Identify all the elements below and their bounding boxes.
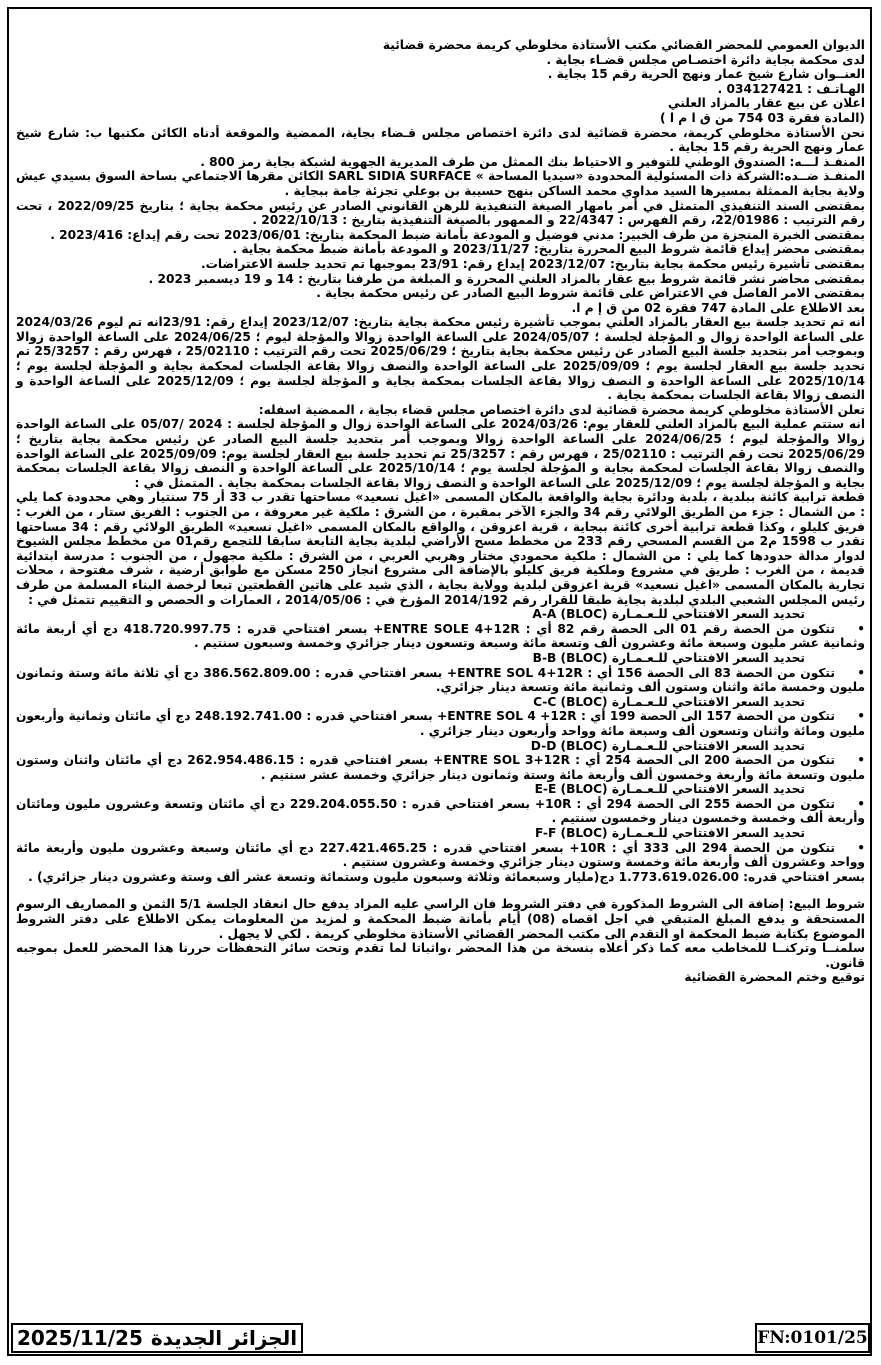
signature-line: توقيع وختم المحضرة القضائية xyxy=(684,970,865,985)
spacer xyxy=(16,884,865,897)
reference-code: FN:0101/25 xyxy=(757,1328,868,1348)
bloc-heading: تحديد السعر الافتتاحي للـعـمـارة E-E (BLOC) xyxy=(534,782,805,797)
bloc-details xyxy=(16,622,865,651)
bloc-c xyxy=(16,695,865,739)
bloc-text: تتكون من الحصة 157 الى الحصة 199 أي : ENTRE SOL 4 +12R+ بسعر افتتاحي قدره : 248.192.741.00 دج أي مائتان وثمانية وأربعون مليون ومائة واثنان وتسعون ألف وسبعة مائة وواحد وأربعون دينار جزائري . xyxy=(16,709,865,738)
paragraph: نحن الأستاذة مخلوطي كريمة، محضرة قضائية لدى دائرة اختصاص مجلس قـضاء بجاية، الممضية والموقعة أدناه الكائن مكتبها ب: شارع شيخ عمار ونهج الحرية رقم 15 بجاية . xyxy=(16,125,865,155)
bullet-icon: • xyxy=(857,840,865,855)
bloc-b xyxy=(16,651,865,695)
header-line-2: لدى محكمة بجاية دائرة اختصـاص مجلس قضـاء بجاية . xyxy=(546,52,865,67)
bullet-icon: • xyxy=(857,753,865,768)
header-line-1: الديوان العمومي للمحضر القضائي مكتب الأستاذة مخلوطي كريمة محضرة قضائية xyxy=(382,38,865,52)
paragraph: المنفـذ ضــده:الشركة ذات المسئولية المحدودة «سيديا المساحة » SARL SIDIA SURFACE الكائن مقرها الاجتماعي بساحة السوق بسيدي عيش ولاية بجاية الممثلة بمسيرها السيد مداوي محمد الساكن بنهج حسيبة بن بوعلي تجزئة جامة ببجاية . xyxy=(16,169,865,198)
bloc-details xyxy=(16,797,865,826)
bloc-text: تتكون من الحصة 255 الى الحصة 294 أي : 10R+ بسعر افتتاحي قدره : 229.204.055.50 دج أي مائتان وتسعة وعشرون مليون ومائتان وأربعة ألف وخمسة وخمسون دينار وخمسون سنتيم . xyxy=(16,796,865,826)
header-line-4: الهـاتـف : 034127421 . xyxy=(717,81,865,96)
bloc-d xyxy=(16,739,865,783)
bullet-icon: • xyxy=(857,709,865,724)
paragraph: بمقتضى السند التنفيذي المتمثل في أمر بامهار الصيغة التنفيذية للرهن القانوني الصادر عن رئيس محكمة بجاية ؛ بتاريخ 2022/09/25 ، تحت رقم الترتيب : 22/01986، رقم الفهرس : 22/4347 و الممهور بالصيغة التنفيذية بتاريخ : 2022/10/13 . xyxy=(16,198,865,228)
paragraph: انه ستتم عملية البيع بالمزاد العلني للعقار يوم: 2024/03/26 على الساعة الواحدة زوال و المؤجلة لجلسة : 2024 /05/07 على الساعة الواحدة زوالا والمؤجلة ليوم ؛ 2024/06/25 على الساعة الواحدة زوالا وبموجب أمر بتحديد جلسة البيع الصادر عن رئيس محكمة بجاية بتاريخ ؛ 2025/06/29 تحت رقم الترتيب : 25/02110 ، فهرس رقم : 25/3257 تم تحديد جلسة بيع العقار لجلسة يوم: 2025/09/09 على الساعة الواحدة والنصف زوالا بقاعة الجلسات لمحكمة بجاية و المؤجلة لجلسة يوم ؛ 2025/10/14 على الساعة الواحدة و النصف زوالا بقاعة الجلسات بمحكمة بجاية و المؤجلة لجلسة يوم ؛ 2025/12/09 على الساعة الواحدة و النصف زوالا بقاعة الجلسات بمحكمة بجاية . المتمثل في : xyxy=(16,417,866,490)
publication-date: 2025/11/25 xyxy=(16,1326,143,1350)
bloc-f xyxy=(16,826,865,870)
paragraph: المنفـذ لـــه: الصندوق الوطني للتوفير و الاحتياط بنك الممثل من طرف المديرية الجهوية لشبكة بجاية رمز 800 . xyxy=(200,154,865,169)
newspaper-name: الجزائر الجديدة xyxy=(150,1326,298,1350)
bullet-icon: • xyxy=(857,621,865,636)
bloc-heading: تحديد السعر الافتتاحي للـعـمـارة C-C (BLOC) xyxy=(533,694,805,709)
bloc-details xyxy=(16,841,865,870)
bullet-icon: • xyxy=(857,796,865,811)
notice-article: (المادة فقرة 03 754 من ق ا م ا ) xyxy=(660,110,865,125)
bloc-text: تتكون من الحصة 294 الى 333 أي : 10R+ بسعر افتتاحي قدره : 227.421.465.25 دج أي مائتان وسبعة وعشرون مليون وأربعة مائة وواحد وعشرون ألف وأربعة مائة وخمسة وستون دينار جزائري وخمسة وعشرون سنتيم . xyxy=(16,840,865,870)
bloc-heading: تحديد السعر الافتتاحي للـعـمـارة D-D (BLOC) xyxy=(530,738,805,753)
bloc-details xyxy=(16,709,865,738)
sale-conditions: شروط البيع: إضافة الى الشروط المذكورة في دفتر الشروط فان الراسي عليه المزاد يدفع حال انعقاد الجلسة 5/1 الثمن و المصاريف الرسوم المستحقة و يدفع المبلغ المتبقي في اجل اقصاه (08) أيام بأمانة ضبط المحكمة و لمزيد من المعلومات يمكن الاطلاع على دفتر الشروط الموضوع بكتابة ضبط المحكمة او التقدم الى مكتب المحضر القضائي الأستاذة مخلوطي كريمة . لكي لا يجهل . xyxy=(16,897,865,941)
bloc-text: تتكون من الحصة رقم 01 الى الحصة رقم 82 أي : ENTRE SOLE 4+12R+ بسعر افتتاحي قدره : 418.720.997.75 دج أي أربعة مائة وثمانية عشر مليون وسبعة مائة وعشرون ألف وتسعة مائة وسبعة وتسعون دينار جزائري وخمسة وسبعون سنتيم . xyxy=(16,621,865,651)
paragraph: بعد الاطلاع على المادة 747 فقرة 02 من ق إ م ا. xyxy=(571,300,865,315)
newspaper-box xyxy=(11,1323,303,1353)
bloc-heading: تحديد السعر الافتتاحي للـعـمـارة F-F (BLOC) xyxy=(534,826,805,841)
bloc-text: تتكون من الحصة 200 الى الحصة 254 أي : ENTRE SOL 3+12R+ بسعر افتتاحي قدره : 262.954.486.15 دج أي مائتان واثنان وستون مليون وتسعة مائة وأربعة وخمسون ألف وأربعة مائة وستة وثمانون دينار جزائري وخمسة عشر سنتيم . xyxy=(16,753,865,782)
paragraph: بمقتضى محاضر نشر قائمة شروط بيع عقار بالمزاد العلني المحررة و المبلغة من طرفنا بتاريخ : 14 و 19 ديسمبر 2023 . xyxy=(148,271,865,286)
bloc-heading: تحديد السعر الافتتاحي للـعـمـارة B-B (BLOC) xyxy=(532,650,805,665)
notice-title: اعلان عن بيع عقار بالمزاد العلني xyxy=(667,96,865,111)
paragraph: قطعة ترابية كائنة ببلدية ، بلدية ودائرة بجاية والواقعة بالمكان المسمى «اغيل نسعيد» مساحتها تقدر ب 33 أر 75 سنتيار وهي محدودة كما يلي : من الشمال : جزء من الطريق الولائي رقم 34 والجزء الآخر بمقبرة ، من الشرق : ملكية غير معروفة ، من الجنوب : الفريق ستار ، من الغرب : فريق كليلو ، وكذا قطعة ترابية أخرى كائنة ببجاية ، قرية اعزوقن ، والواقع بالمكان المسمى «اغيل نسعيد» الطريق الولائي رقم : 34 مساحتها تقدر ب 1598 م2 من القسم المسحي رقم 233 من مخطط مسح الأراضي لبلدية بجاية التابعة سابقا للتجمع رقم01 من مخطط مجلس الشيوخ لدوار مدالة حدودها كما يلي : من الشمال : ملكية محمودي مختار وهربي العربي ، من الشرق : ملكية مجهول ، من الجنوب : مدرسة ابتدائية قديمة ، من الغرب : طريق في مشروع وملكية فريق كليلو بالإضافة الى مشروع انجاز 250 مسكن مع طوابق أرضية ، شرف مفتوحة ، محلات تجارية بالمكان المسمى «اغيل نسعيد» قرية اعزوقن لبلدية وولاية بجاية ، الذي شيد على هاتين القطعتين تبعا لرخصة البناء المسلمة من طرف رئيس المجلس الشعبي البلدي لبلدية بجاية طبقا للقرار رقم 2014/192 المؤرخ في : 2014/05/06 ، العمارات و الحصص و التقييم تتمثل في : xyxy=(16,490,866,607)
bloc-details xyxy=(16,666,865,695)
bullet-icon: • xyxy=(857,665,865,680)
paragraph: تعلن الأستاذة مخلوطي كريمة محضرة قضائية لدى دائرة اختصاص مجلس قضاء بجاية ، الممضية اسفله: xyxy=(258,402,865,417)
bloc-heading: تحديد السعر الافتتاحي للـعـمـارة A-A (BLOC) xyxy=(532,607,805,622)
paragraph: بمقتضى تأشيرة رئيس محكمة بجاية بتاريخ: 2023/12/07 إيداع رقم: 23/91 بموجبها تم تحديد جلسة الاعتراضات. xyxy=(200,256,865,271)
paragraph: بمقتضى الخبرة المنجزة من طرف الخبير: مدني فوضيل و المودعة بأمانة ضبط المحكمة بتاريخ: 2023/06/01 تحت رقم إيداع: 2023/416 . xyxy=(50,227,865,242)
header-line-3: العنــوان شارع شيخ عمار ونهج الحرية رقم 15 بجاية . xyxy=(547,67,865,82)
closing-statement: سلمنــا وتركنــا للمخاطب معه كما ذكر أعلاه بنسخة من هذا المحضر ،واثباتا لما تقدم وتحت سائر التحفظات حررنا هذا المحضر للعمل بموجبه قانون. xyxy=(16,941,865,970)
paragraph: بمقتضى الامر الفاصل في الاعتراض على قائمة شروط البيع الصادر عن رئيس محكمة بجاية . xyxy=(316,286,865,301)
bloc-e xyxy=(16,782,865,826)
notice-body xyxy=(16,38,865,985)
bloc-details xyxy=(16,753,865,782)
bloc-a xyxy=(16,607,865,651)
bloc-text: تتكون من الحصة 83 الى الحصة 156 أي : ENTRE SOL 4+12R+ بسعر افتتاحي قدره : 386.562.809.00 دج أي ثلاثة مائة وستة وثمانون مليون وخمسة مائة واثنان وستون ألف وثمانية مائة وتسعة دينار جزائري. xyxy=(16,665,865,695)
reference-code-box xyxy=(755,1323,870,1353)
total-price: بسعر افتتاحي قدره: 1.773.619.026.00 دج(مليار وسبعمائة وثلاثة وسبعون مليون وستمائة وتسعة عشر ألف وستة وعشرون دينار جزائري) . xyxy=(28,869,865,884)
paragraph: بمقتضى محضر إيداع قائمة شروط البيع المحررة بتاريخ: 2023/11/27 و المودعة بأمانة ضبط محكمة بجاية . xyxy=(232,242,865,257)
paragraph: انه تم تحديد جلسة بيع العقار بالمزاد العلني بموجب تأشيرة رئيس محكمة بجاية بتاريخ: 2023/12/07 إيداع رقم: 23/91انه تم ليوم 2024/03/26 على الساعة الواحدة زوال و المؤجلة لجلسة ؛ 2024/05/07 على الساعة الواحدة زوالا والمؤجلة ليوم ؛ 2024/06/25 على الساعة الواحدة زوالا وبموجب أمر بتحديد جلسة البيع الصادر عن رئيس محكمة بجاية بتاريخ ؛ 2025/06/29 تحت رقم الترتيب : 25/02110 ، فهرس رقم : 25/3257 تم تحديد جلسة بيع العقار لجلسة يوم ؛ 2025/09/09 على الساعة الواحدة والنصف زوالا بقاعة الجلسات لمحكمة بجاية و المؤجلة لجلسة يوم ؛ 2025/10/14 على الساعة الواحدة و النصف زوالا بقاعة الجلسات بمحكمة بجاية و المؤجلة لجلسة يوم ؛ 2025/12/09 على الساعة الواحدة و النصف زوالا بقاعة الجلسات بمحكمة بجاية . xyxy=(16,315,866,403)
